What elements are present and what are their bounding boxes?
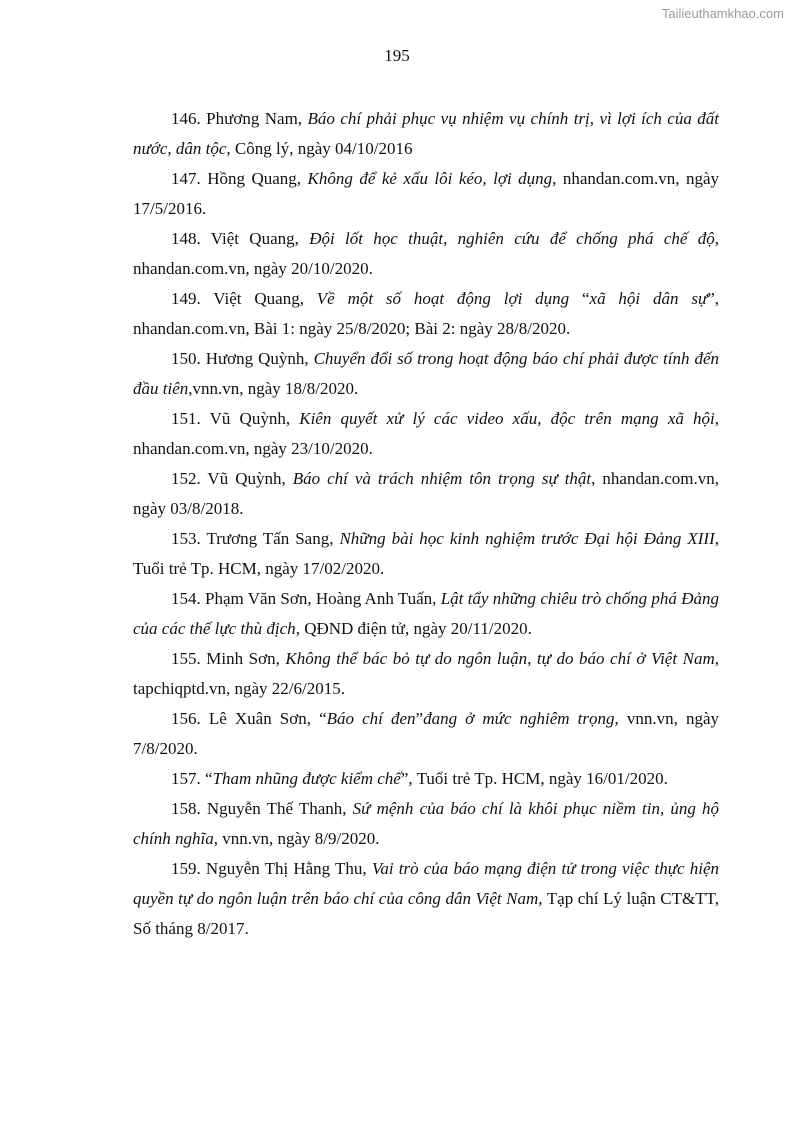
reference-text: 156. Lê Xuân Sơn, “ bbox=[171, 709, 327, 728]
reference-title: đang ở mức nghiêm trọng bbox=[423, 709, 615, 728]
reference-text: ”, nhandan.com.vn, Bài 1: ngày 25/8/2020; Bài 2: ngày 28/8/2020. bbox=[133, 289, 720, 338]
reference-title: Chuyển đổi số trong hoạt động báo chí phải được tính đến đầu tiên bbox=[133, 349, 719, 398]
reference-entry bbox=[133, 854, 719, 944]
reference-text: , tapchiqptd.vn, ngày 22/6/2015. bbox=[133, 649, 719, 698]
reference-text: ” bbox=[415, 709, 424, 728]
reference-text: , nhandan.com.vn, ngày 20/10/2020. bbox=[133, 229, 719, 278]
reference-entry bbox=[133, 524, 719, 584]
reference-text: ”, Tuổi trẻ Tp. HCM, ngày 16/01/2020. bbox=[400, 769, 668, 788]
reference-text: , vnn.vn, ngày 7/8/2020. bbox=[133, 709, 719, 758]
reference-text: 155. Minh Sơn, bbox=[171, 649, 286, 668]
reference-title: Báo chí và trách nhiệm tôn trọng sự thật bbox=[292, 469, 592, 488]
reference-text: 157. “ bbox=[171, 769, 213, 788]
reference-entry bbox=[133, 794, 719, 854]
reference-entry bbox=[133, 584, 719, 644]
reference-text: 159. Nguyễn Thị Hằng Thu, bbox=[171, 859, 372, 878]
reference-text: 149. Việt Quang, bbox=[171, 289, 317, 308]
reference-text: 158. Nguyễn Thế Thanh, bbox=[171, 799, 353, 818]
reference-title: Báo chí đen bbox=[326, 709, 416, 728]
reference-title: Về một số hoạt động lợi dụng bbox=[316, 289, 570, 308]
reference-text: 148. Việt Quang, bbox=[171, 229, 310, 248]
reference-entry bbox=[133, 464, 719, 524]
reference-title: Sứ mệnh của báo chí là khôi phục niềm tin, ủng hộ chính nghĩa bbox=[133, 799, 719, 848]
page-number: 195 bbox=[384, 46, 410, 65]
reference-title: Báo chí phải phục vụ nhiệm vụ chính trị, vì lợi ích của đất nước, dân tộc, bbox=[133, 109, 719, 158]
reference-entry bbox=[133, 104, 719, 164]
reference-title: Những bài học kinh nghiệm trước Đại hội Đảng XIII bbox=[339, 529, 715, 548]
reference-title: Vai trò của báo mạng điện tử trong việc thực hiện quyền tự do ngôn luận trên báo chí của công dân Việt Nam, bbox=[133, 859, 719, 908]
reference-text: , QĐND điện tử, ngày 20/11/2020. bbox=[295, 619, 532, 638]
reference-title: Không thể bác bỏ tự do ngôn luận, tự do báo chí ở Việt Nam bbox=[285, 649, 715, 668]
reference-text: 150. Hương Quỳnh, bbox=[171, 349, 314, 368]
reference-entry bbox=[133, 284, 719, 344]
reference-entry bbox=[133, 164, 719, 224]
watermark: Tailieuthamkhao.com bbox=[661, 6, 784, 21]
reference-text: 153. Trương Tấn Sang, bbox=[171, 529, 340, 548]
reference-text: 146. Phương Nam, bbox=[171, 109, 308, 128]
reference-entry bbox=[133, 344, 719, 404]
reference-text: 152. Vũ Quỳnh, bbox=[171, 469, 293, 488]
reference-entry bbox=[133, 644, 719, 704]
reference-text: , vnn.vn, ngày 8/9/2020. bbox=[213, 829, 380, 848]
reference-title: Đội lốt học thuật, nghiên cứu để chống phá chế độ bbox=[309, 229, 715, 248]
reference-text: Tạp chí Lý luận CT&TT, Số tháng 8/2017. bbox=[133, 889, 719, 938]
reference-text: 151. Vũ Quỳnh, bbox=[171, 409, 300, 428]
reference-entry bbox=[133, 404, 719, 464]
reference-title: Lật tẩy những chiêu trò chống phá Đảng của các thế lực thù địch bbox=[133, 589, 719, 638]
reference-text: , Tuổi trẻ Tp. HCM, ngày 17/02/2020. bbox=[133, 529, 719, 578]
reference-text: , nhandan.com.vn, ngày 17/5/2016. bbox=[133, 169, 720, 218]
reference-list bbox=[133, 104, 719, 944]
reference-text: Công lý, ngày 04/10/2016 bbox=[230, 139, 413, 158]
reference-entry bbox=[133, 224, 719, 284]
reference-title: Tham nhũng được kiểm chế bbox=[212, 769, 401, 788]
reference-entry bbox=[133, 764, 719, 794]
reference-title: Kiên quyết xử lý các video xấu, độc trên mạng xã hội bbox=[299, 409, 715, 428]
reference-title: xã hội dân sự bbox=[589, 289, 708, 308]
reference-text: 147. Hồng Quang, bbox=[171, 169, 308, 188]
reference-text: ,vnn.vn, ngày 18/8/2020. bbox=[188, 379, 359, 398]
reference-text: “ bbox=[569, 289, 590, 308]
reference-text: 154. Phạm Văn Sơn, Hoàng Anh Tuấn, bbox=[171, 589, 441, 608]
reference-text: , nhandan.com.vn, ngày 23/10/2020. bbox=[133, 409, 719, 458]
reference-title: Không để kẻ xấu lôi kéo, lợi dụng bbox=[307, 169, 553, 188]
reference-entry bbox=[133, 704, 719, 764]
reference-text: , nhandan.com.vn, ngày 03/8/2018. bbox=[133, 469, 720, 518]
